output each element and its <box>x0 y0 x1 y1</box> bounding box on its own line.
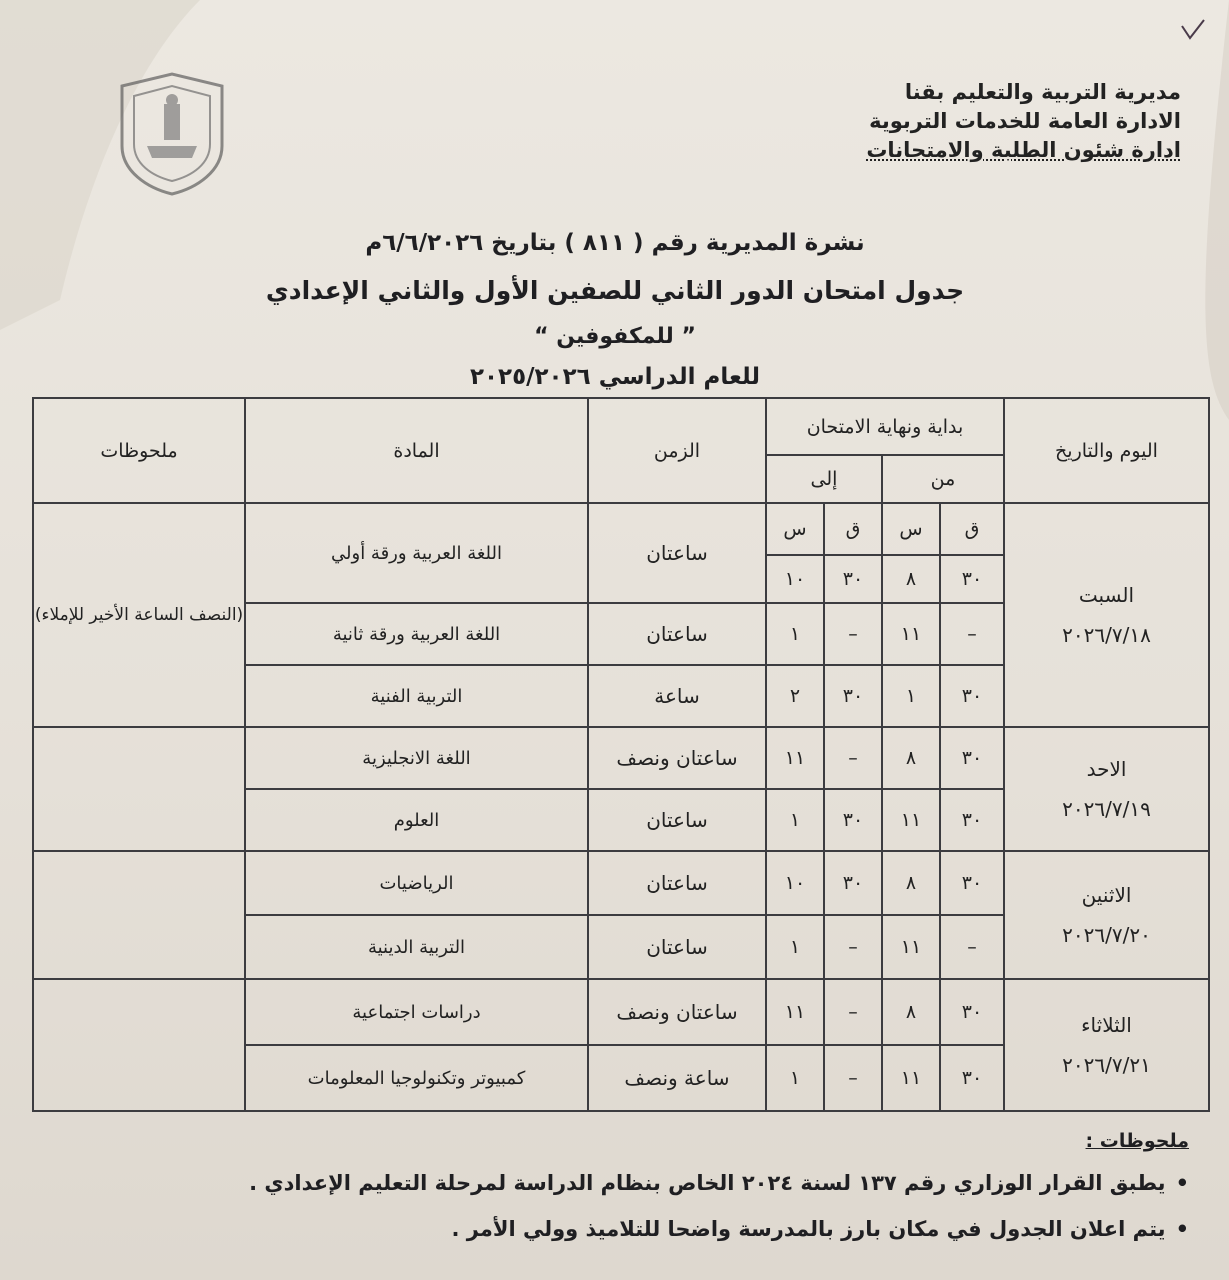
to-hour: ١٠ <box>766 851 824 915</box>
from-hour: ١١ <box>882 603 940 665</box>
duration-cell: ساعتان <box>588 915 766 979</box>
subject-cell: العلوم <box>245 789 588 851</box>
header-notes: ملحوظات <box>33 398 245 503</box>
to-hour: ١١ <box>766 979 824 1045</box>
from-minutes: ٣٠ <box>940 851 1004 915</box>
to-minutes: ٣٠ <box>824 665 882 727</box>
duration-cell: ساعتان <box>588 503 766 603</box>
duration-cell: ساعة <box>588 665 766 727</box>
subject-cell: اللغة العربية ورقة أولي <box>245 503 588 603</box>
header-subject: المادة <box>245 398 588 503</box>
day-name: الاحد <box>1086 757 1127 781</box>
duration-cell: ساعتان <box>588 789 766 851</box>
from-hour: ٨ <box>882 979 940 1045</box>
from-minutes: ٣٠ <box>940 665 1004 727</box>
duration-cell: ساعتان <box>588 603 766 665</box>
note-text: يتم اعلان الجدول في مكان بارز بالمدرسة واضحا للتلاميذ وولي الأمر . <box>451 1217 1166 1241</box>
notes-cell <box>33 727 245 851</box>
subject-cell: اللغة العربية ورقة ثانية <box>245 603 588 665</box>
day-cell <box>1004 979 1209 1111</box>
duration-cell: ساعتان ونصف <box>588 979 766 1045</box>
duration-cell: ساعتان <box>588 851 766 915</box>
to-hour: ٢ <box>766 665 824 727</box>
to-minutes: – <box>824 915 882 979</box>
notes-cell <box>33 979 245 1111</box>
note-item <box>29 1160 1189 1206</box>
schedule-title: جدول امتحان الدور الثاني للصفين الأول والثاني الإعدادي <box>265 276 965 305</box>
header-line-3: ادارة شئون الطلبة والامتحانات <box>866 138 1181 162</box>
bulletin-number-title: نشرة المديرية رقم ( ٨١١ ) بتاريخ ٦/٦/٢٠٢٦م <box>365 230 865 256</box>
day-name: الثلاثاء <box>1081 1013 1132 1037</box>
header-to-q: ق <box>824 503 882 555</box>
header-from: من <box>882 455 1004 503</box>
to-hour: ١ <box>766 789 824 851</box>
subject-cell: كمبيوتر وتكنولوجيا المعلومات <box>245 1045 588 1111</box>
from-minutes: – <box>940 915 1004 979</box>
bullet-icon: • <box>1175 1217 1189 1241</box>
subject-cell: الرياضيات <box>245 851 588 915</box>
from-minutes: ٣٠ <box>940 1045 1004 1111</box>
bullet-icon: • <box>1175 1171 1189 1195</box>
day-name: السبت <box>1078 583 1135 607</box>
day-name: الاثنين <box>1081 883 1132 907</box>
from-hour: ١١ <box>882 789 940 851</box>
header-from-s: س <box>882 503 940 555</box>
day-cell <box>1004 851 1209 979</box>
from-hour: ٨ <box>882 727 940 789</box>
note-text: يطبق القرار الوزاري رقم ١٣٧ لسنة ٢٠٢٤ الخاص بنظام الدراسة لمرحلة التعليم الإعدادي . <box>249 1171 1166 1195</box>
directorate-header <box>821 78 1181 165</box>
notes-section <box>29 1130 1189 1252</box>
day-date: ٢٠٢٦/٧/٢٠ <box>1062 923 1151 947</box>
to-minutes: – <box>824 979 882 1045</box>
header-to-s: س <box>766 503 824 555</box>
header-line-2: الادارة العامة للخدمات التربوية <box>869 109 1181 133</box>
duration-cell: ساعة ونصف <box>588 1045 766 1111</box>
subject-cell: التربية الفنية <box>245 665 588 727</box>
notes-cell: (النصف الساعة الأخير للإملاء) <box>33 503 245 727</box>
subject-cell: دراسات اجتماعية <box>245 979 588 1045</box>
handwritten-check-icon <box>1178 16 1208 46</box>
to-hour: ١١ <box>766 727 824 789</box>
from-minutes: ٣٠ <box>940 979 1004 1045</box>
duration-cell: ساعتان ونصف <box>588 727 766 789</box>
from-hour: ٨ <box>882 555 940 603</box>
schedule-subtitle: ” للمكفوفين “ <box>534 324 696 349</box>
to-minutes: ٣٠ <box>824 851 882 915</box>
notes-cell <box>33 851 245 979</box>
from-minutes: – <box>940 603 1004 665</box>
to-hour: ١٠ <box>766 555 824 603</box>
to-minutes: – <box>824 603 882 665</box>
from-hour: ١١ <box>882 1045 940 1111</box>
day-date: ٢٠٢٦/٧/١٨ <box>1062 623 1151 647</box>
day-date: ٢٠٢٦/٧/١٩ <box>1062 797 1151 821</box>
day-date: ٢٠٢٦/٧/٢١ <box>1062 1053 1151 1077</box>
to-hour: ١ <box>766 915 824 979</box>
notes-title: ملحوظات : <box>1085 1130 1189 1152</box>
from-hour: ١ <box>882 665 940 727</box>
from-hour: ١١ <box>882 915 940 979</box>
header-duration: الزمن <box>588 398 766 503</box>
header-from-q: ق <box>940 503 1004 555</box>
from-hour: ٨ <box>882 851 940 915</box>
day-cell <box>1004 727 1209 851</box>
to-minutes: ٣٠ <box>824 789 882 851</box>
header-day-date: اليوم والتاريخ <box>1004 398 1209 503</box>
academic-year-title: للعام الدراسي ٢٠٢٥/٢٠٢٦ <box>469 364 761 390</box>
from-minutes: ٣٠ <box>940 555 1004 603</box>
header-line-1: مديرية التربية والتعليم بقنا <box>904 80 1181 104</box>
ministry-seal <box>112 66 232 196</box>
subject-cell: اللغة الانجليزية <box>245 727 588 789</box>
header-exam-period: بداية ونهاية الامتحان <box>766 398 1004 455</box>
day-cell <box>1004 503 1209 727</box>
header-to: إلى <box>766 455 882 503</box>
from-minutes: ٣٠ <box>940 789 1004 851</box>
to-minutes: ٣٠ <box>824 555 882 603</box>
exam-schedule-table <box>32 397 1210 1112</box>
to-minutes: – <box>824 1045 882 1111</box>
subject-cell: التربية الدينية <box>245 915 588 979</box>
to-hour: ١ <box>766 1045 824 1111</box>
to-hour: ١ <box>766 603 824 665</box>
from-minutes: ٣٠ <box>940 727 1004 789</box>
to-minutes: – <box>824 727 882 789</box>
note-item <box>29 1206 1189 1252</box>
